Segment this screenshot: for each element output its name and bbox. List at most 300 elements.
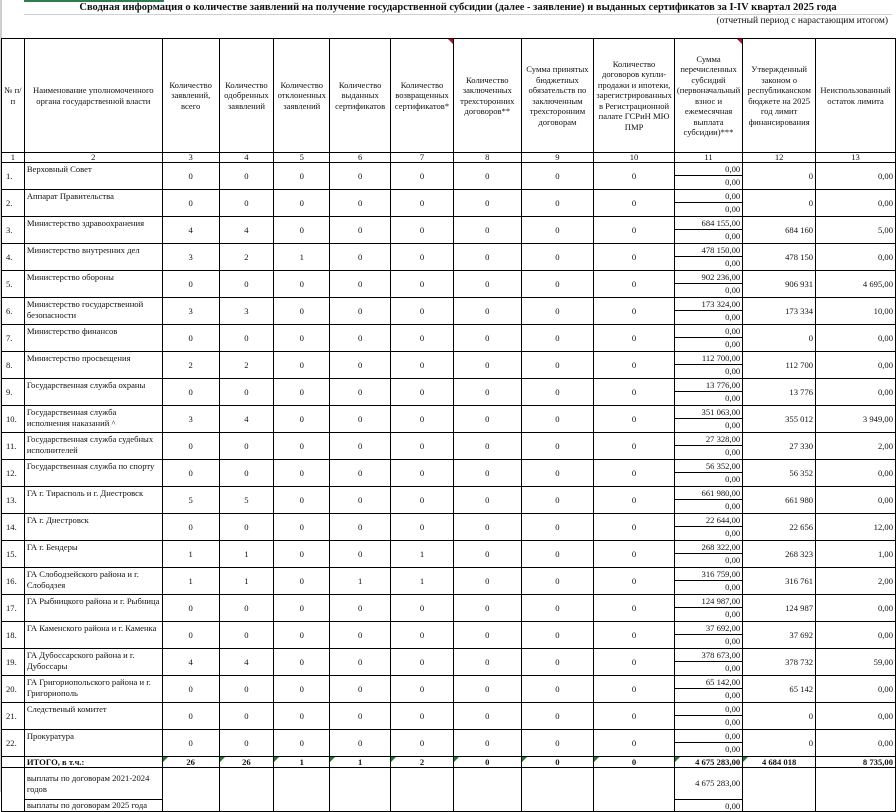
cell-c8[interactable]: 0	[453, 244, 521, 271]
row-number-cell[interactable]: 18.	[2, 622, 25, 649]
cell-c6[interactable]: 0	[330, 325, 391, 352]
breakdown-c11-2025[interactable]: 0,00	[674, 800, 742, 812]
row-number-cell[interactable]: 1.	[2, 163, 25, 190]
cell-c12[interactable]: 316 761	[743, 568, 816, 595]
cell-c6[interactable]: 0	[330, 217, 391, 244]
col-header-7[interactable]	[391, 39, 454, 153]
cell-c7[interactable]: 0	[391, 325, 454, 352]
row-number-cell[interactable]: 21.	[2, 703, 25, 730]
col-num-5[interactable]: 5	[274, 153, 330, 163]
row-number-cell[interactable]: 14.	[2, 514, 25, 541]
cell-c5[interactable]: 0	[274, 514, 330, 541]
cell-c12[interactable]: 112 700	[743, 352, 816, 379]
cell-c9[interactable]: 0	[521, 352, 594, 379]
cell-c7[interactable]: 0	[391, 676, 454, 703]
cell-c11[interactable]	[674, 622, 742, 649]
authority-name-cell[interactable]: ГА Каменского района и г. Каменка	[24, 622, 162, 649]
row-number-cell[interactable]: 10.	[2, 406, 25, 433]
cell-c12[interactable]: 56 352	[743, 460, 816, 487]
cell-c6[interactable]: 0	[330, 595, 391, 622]
cell-c13[interactable]: 0,00	[816, 379, 896, 406]
breakdown-c4[interactable]	[219, 768, 274, 812]
cell-c6[interactable]: 0	[330, 406, 391, 433]
cell-c11[interactable]	[674, 298, 742, 325]
cell-c8[interactable]: 0	[453, 163, 521, 190]
total-c6[interactable]: 1	[330, 757, 391, 768]
cell-c13[interactable]: 0,00	[816, 325, 896, 352]
cell-c8[interactable]: 0	[453, 568, 521, 595]
cell-c8[interactable]: 0	[453, 325, 521, 352]
cell-c13[interactable]: 2,00	[816, 433, 896, 460]
cell-c4[interactable]: 0	[219, 703, 274, 730]
cell-c11[interactable]	[674, 406, 742, 433]
cell-c4[interactable]: 0	[219, 163, 274, 190]
cell-c6[interactable]: 1	[330, 568, 391, 595]
breakdown-c5[interactable]	[274, 768, 330, 812]
cell-c11[interactable]	[674, 190, 742, 217]
cell-c7[interactable]: 0	[391, 730, 454, 757]
cell-c5[interactable]: 0	[274, 595, 330, 622]
authority-name-cell[interactable]: ГА Григориопольского района и г. Григориополь	[24, 676, 162, 703]
cell-c11[interactable]	[674, 163, 742, 190]
cell-c5[interactable]: 0	[274, 676, 330, 703]
cell-c7[interactable]: 0	[391, 352, 454, 379]
cell-c10[interactable]: 0	[594, 325, 675, 352]
cell-c6[interactable]: 0	[330, 487, 391, 514]
breakdown-c7[interactable]	[391, 768, 454, 812]
cell-c5[interactable]: 0	[274, 406, 330, 433]
cell-c3[interactable]: 0	[162, 622, 219, 649]
total-c9[interactable]: 0	[521, 757, 594, 768]
cell-c12[interactable]: 378 732	[743, 649, 816, 676]
authority-name-cell[interactable]: Аппарат Правительства	[24, 190, 162, 217]
cell-c10[interactable]: 0	[594, 568, 675, 595]
authority-name-cell[interactable]: Министерство внутренних дел	[24, 244, 162, 271]
authority-name-cell[interactable]: ГА Слободзейского района и г. Слободзея	[24, 568, 162, 595]
cell-c13[interactable]: 0,00	[816, 352, 896, 379]
cell-c4[interactable]: 0	[219, 730, 274, 757]
cell-c11[interactable]	[674, 460, 742, 487]
total-c12[interactable]: 4 684 018	[743, 757, 816, 768]
authority-name-cell[interactable]: Министерство финансов	[24, 325, 162, 352]
col-num-6[interactable]: 6	[330, 153, 391, 163]
total-c8[interactable]: 0	[453, 757, 521, 768]
cell-c3[interactable]: 4	[162, 217, 219, 244]
authority-name-cell[interactable]: Министерство просвещения	[24, 352, 162, 379]
cell-c11[interactable]	[674, 244, 742, 271]
breakdown-label-2021-2024[interactable]: выплаты по договорам 2021-2024 годов	[24, 768, 162, 800]
total-idx-cell[interactable]	[2, 757, 25, 768]
row-number-cell[interactable]: 4.	[2, 244, 25, 271]
cell-c7[interactable]: 0	[391, 271, 454, 298]
cell-c7[interactable]: 1	[391, 568, 454, 595]
cell-c13[interactable]: 0,00	[816, 703, 896, 730]
cell-c12[interactable]: 0	[743, 703, 816, 730]
cell-c9[interactable]: 0	[521, 595, 594, 622]
cell-c13[interactable]: 0,00	[816, 595, 896, 622]
cell-c10[interactable]: 0	[594, 730, 675, 757]
col-header-9[interactable]: Сумма принятых бюджетных обязательств по заключенным трехсторонним договорам	[521, 39, 594, 153]
authority-name-cell[interactable]: Верховный Совет	[24, 163, 162, 190]
cell-c11[interactable]	[674, 595, 742, 622]
cell-c11[interactable]	[674, 676, 742, 703]
cell-c5[interactable]: 0	[274, 163, 330, 190]
cell-c8[interactable]: 0	[453, 595, 521, 622]
breakdown-c13[interactable]	[816, 768, 896, 812]
cell-c12[interactable]: 0	[743, 190, 816, 217]
row-number-cell[interactable]: 15.	[2, 541, 25, 568]
cell-c6[interactable]: 0	[330, 514, 391, 541]
cell-c13[interactable]: 10,00	[816, 298, 896, 325]
cell-c3[interactable]: 3	[162, 406, 219, 433]
col-num-8[interactable]: 8	[453, 153, 521, 163]
breakdown-c10[interactable]	[594, 768, 675, 812]
cell-c8[interactable]: 0	[453, 649, 521, 676]
cell-c13[interactable]: 0,00	[816, 730, 896, 757]
cell-c11[interactable]	[674, 514, 742, 541]
row-number-cell[interactable]: 19.	[2, 649, 25, 676]
cell-c8[interactable]: 0	[453, 730, 521, 757]
authority-name-cell[interactable]: Государственная служба судебных исполнителей	[24, 433, 162, 460]
cell-c10[interactable]: 0	[594, 460, 675, 487]
cell-c11[interactable]	[674, 703, 742, 730]
cell-c7[interactable]: 0	[391, 514, 454, 541]
cell-c4[interactable]: 1	[219, 568, 274, 595]
cell-c8[interactable]: 0	[453, 190, 521, 217]
cell-c7[interactable]: 1	[391, 541, 454, 568]
cell-c6[interactable]: 0	[330, 676, 391, 703]
total-c10[interactable]: 0	[594, 757, 675, 768]
cell-c5[interactable]: 0	[274, 703, 330, 730]
cell-c5[interactable]: 0	[274, 325, 330, 352]
cell-c3[interactable]: 0	[162, 325, 219, 352]
cell-c12[interactable]: 478 150	[743, 244, 816, 271]
cell-c4[interactable]: 0	[219, 433, 274, 460]
cell-c9[interactable]: 0	[521, 244, 594, 271]
cell-c9[interactable]: 0	[521, 325, 594, 352]
cell-c8[interactable]: 0	[453, 460, 521, 487]
col-num-7[interactable]: 7	[391, 153, 454, 163]
cell-c3[interactable]: 1	[162, 541, 219, 568]
cell-c9[interactable]: 0	[521, 703, 594, 730]
authority-name-cell[interactable]: Министерство обороны	[24, 271, 162, 298]
cell-c3[interactable]: 0	[162, 271, 219, 298]
cell-c3[interactable]: 3	[162, 244, 219, 271]
cell-c10[interactable]: 0	[594, 352, 675, 379]
col-num-13[interactable]: 13	[816, 153, 896, 163]
cell-c5[interactable]: 0	[274, 379, 330, 406]
total-c3[interactable]: 26	[162, 757, 219, 768]
authority-name-cell[interactable]: ГА г. Бендеры	[24, 541, 162, 568]
col-header-3[interactable]: Количество заявлений, всего	[162, 39, 219, 153]
cell-c10[interactable]: 0	[594, 433, 675, 460]
cell-c9[interactable]: 0	[521, 298, 594, 325]
cell-c4[interactable]: 0	[219, 595, 274, 622]
row-number-cell[interactable]: 3.	[2, 217, 25, 244]
cell-c11[interactable]	[674, 271, 742, 298]
cell-c13[interactable]: 5,00	[816, 217, 896, 244]
cell-c13[interactable]: 0,00	[816, 163, 896, 190]
cell-c4[interactable]: 0	[219, 271, 274, 298]
cell-c10[interactable]: 0	[594, 190, 675, 217]
cell-c7[interactable]: 0	[391, 298, 454, 325]
cell-c12[interactable]: 27 330	[743, 433, 816, 460]
cell-c9[interactable]: 0	[521, 217, 594, 244]
cell-c9[interactable]: 0	[521, 406, 594, 433]
col-header-11[interactable]	[674, 39, 742, 153]
cell-c4[interactable]: 3	[219, 298, 274, 325]
cell-c7[interactable]: 0	[391, 244, 454, 271]
cell-c13[interactable]: 12,00	[816, 514, 896, 541]
cell-c11[interactable]	[674, 217, 742, 244]
cell-c13[interactable]: 0,00	[816, 622, 896, 649]
cell-c7[interactable]: 0	[391, 649, 454, 676]
cell-c7[interactable]: 0	[391, 460, 454, 487]
total-c5[interactable]: 1	[274, 757, 330, 768]
cell-c6[interactable]: 0	[330, 730, 391, 757]
cell-c8[interactable]: 0	[453, 352, 521, 379]
row-number-cell[interactable]: 8.	[2, 352, 25, 379]
cell-c3[interactable]: 0	[162, 460, 219, 487]
cell-c4[interactable]: 0	[219, 460, 274, 487]
cell-c9[interactable]: 0	[521, 379, 594, 406]
cell-c8[interactable]: 0	[453, 514, 521, 541]
cell-c13[interactable]: 0,00	[816, 244, 896, 271]
cell-c10[interactable]: 0	[594, 649, 675, 676]
total-c13[interactable]: 8 735,00	[816, 757, 896, 768]
cell-c9[interactable]: 0	[521, 163, 594, 190]
cell-c3[interactable]: 3	[162, 298, 219, 325]
cell-c6[interactable]: 0	[330, 298, 391, 325]
cell-c10[interactable]: 0	[594, 406, 675, 433]
cell-c11[interactable]	[674, 325, 742, 352]
cell-c13[interactable]: 59,00	[816, 649, 896, 676]
cell-c3[interactable]: 0	[162, 379, 219, 406]
cell-c10[interactable]: 0	[594, 514, 675, 541]
cell-c12[interactable]: 0	[743, 730, 816, 757]
cell-c8[interactable]: 0	[453, 541, 521, 568]
authority-name-cell[interactable]: Государственная служба исполнения наказаний ^	[24, 406, 162, 433]
cell-c4[interactable]: 4	[219, 406, 274, 433]
authority-name-cell[interactable]: ГА Дубоссарского района и г. Дубоссары	[24, 649, 162, 676]
cell-c3[interactable]: 2	[162, 352, 219, 379]
cell-c9[interactable]: 0	[521, 649, 594, 676]
cell-c4[interactable]: 4	[219, 217, 274, 244]
cell-c13[interactable]: 0,00	[816, 190, 896, 217]
col-num-12[interactable]: 12	[743, 153, 816, 163]
col-header-10[interactable]: Количество договоров купли-продажи и ипотеки, зарегистрированных в Регистрационной палате ГСРиН МЮ ПМР	[594, 39, 675, 153]
cell-c11[interactable]	[674, 649, 742, 676]
cell-c10[interactable]: 0	[594, 244, 675, 271]
cell-c3[interactable]: 1	[162, 568, 219, 595]
cell-c6[interactable]: 0	[330, 703, 391, 730]
cell-c12[interactable]: 684 160	[743, 217, 816, 244]
cell-c8[interactable]: 0	[453, 406, 521, 433]
row-number-cell[interactable]: 11.	[2, 433, 25, 460]
cell-c10[interactable]: 0	[594, 487, 675, 514]
cell-c7[interactable]: 0	[391, 487, 454, 514]
cell-c9[interactable]: 0	[521, 568, 594, 595]
cell-c3[interactable]: 0	[162, 595, 219, 622]
col-num-9[interactable]: 9	[521, 153, 594, 163]
row-number-cell[interactable]: 16.	[2, 568, 25, 595]
cell-c10[interactable]: 0	[594, 541, 675, 568]
cell-c4[interactable]: 5	[219, 487, 274, 514]
cell-c8[interactable]: 0	[453, 379, 521, 406]
col-header-12[interactable]: Утвержденный законом о республиканском бюджете на 2025 год лимит финансирования	[743, 39, 816, 153]
cell-c5[interactable]: 0	[274, 433, 330, 460]
cell-c10[interactable]: 0	[594, 379, 675, 406]
cell-c3[interactable]: 0	[162, 190, 219, 217]
cell-c3[interactable]: 0	[162, 163, 219, 190]
cell-c12[interactable]: 37 692	[743, 622, 816, 649]
col-header-5[interactable]: Количество отклоненных заявлений	[274, 39, 330, 153]
authority-name-cell[interactable]: Прокуратура	[24, 730, 162, 757]
row-number-cell[interactable]: 22.	[2, 730, 25, 757]
cell-c12[interactable]: 268 323	[743, 541, 816, 568]
cell-c4[interactable]: 0	[219, 379, 274, 406]
row-number-cell[interactable]: 7.	[2, 325, 25, 352]
col-num-2[interactable]: 2	[24, 153, 162, 163]
cell-c13[interactable]: 0,00	[816, 487, 896, 514]
cell-c9[interactable]: 0	[521, 271, 594, 298]
cell-c6[interactable]: 0	[330, 460, 391, 487]
col-header-6[interactable]: Количество выданных сертификатов	[330, 39, 391, 153]
cell-c6[interactable]: 0	[330, 271, 391, 298]
col-header-1[interactable]: № п/п	[2, 39, 25, 153]
cell-c12[interactable]: 355 012	[743, 406, 816, 433]
cell-c6[interactable]: 0	[330, 352, 391, 379]
cell-c7[interactable]: 0	[391, 163, 454, 190]
cell-c12[interactable]: 0	[743, 325, 816, 352]
cell-c3[interactable]: 0	[162, 676, 219, 703]
cell-c3[interactable]: 0	[162, 433, 219, 460]
cell-c7[interactable]: 0	[391, 406, 454, 433]
cell-c7[interactable]: 0	[391, 190, 454, 217]
cell-c13[interactable]: 1,00	[816, 541, 896, 568]
total-c4[interactable]: 26	[219, 757, 274, 768]
row-number-cell[interactable]: 9.	[2, 379, 25, 406]
cell-c12[interactable]: 661 980	[743, 487, 816, 514]
breakdown-c8[interactable]	[453, 768, 521, 812]
breakdown-label-2025[interactable]: выплаты по договорам 2025 года	[24, 800, 162, 812]
cell-c5[interactable]: 0	[274, 352, 330, 379]
comment-marker-icon[interactable]	[448, 39, 453, 44]
cell-c12[interactable]: 13 776	[743, 379, 816, 406]
cell-c13[interactable]: 3 949,00	[816, 406, 896, 433]
authority-name-cell[interactable]: Следственый комитет	[24, 703, 162, 730]
cell-c6[interactable]: 0	[330, 541, 391, 568]
cell-c8[interactable]: 0	[453, 487, 521, 514]
breakdown-c6[interactable]	[330, 768, 391, 812]
cell-c10[interactable]: 0	[594, 622, 675, 649]
cell-c4[interactable]: 0	[219, 325, 274, 352]
cell-c6[interactable]: 0	[330, 163, 391, 190]
cell-c5[interactable]: 0	[274, 568, 330, 595]
cell-c9[interactable]: 0	[521, 433, 594, 460]
authority-name-cell[interactable]: Государственная служба охраны	[24, 379, 162, 406]
cell-c8[interactable]: 0	[453, 622, 521, 649]
cell-c12[interactable]: 906 931	[743, 271, 816, 298]
cell-c10[interactable]: 0	[594, 217, 675, 244]
cell-c13[interactable]: 0,00	[816, 676, 896, 703]
cell-c3[interactable]: 5	[162, 487, 219, 514]
cell-c7[interactable]: 0	[391, 217, 454, 244]
col-header-8[interactable]: Количество заключенных трехсторонних договоров**	[453, 39, 521, 153]
cell-c10[interactable]: 0	[594, 676, 675, 703]
row-number-cell[interactable]: 17.	[2, 595, 25, 622]
cell-c5[interactable]: 0	[274, 271, 330, 298]
cell-c9[interactable]: 0	[521, 514, 594, 541]
cell-c6[interactable]: 0	[330, 190, 391, 217]
col-header-13[interactable]: Неиспользованный остаток лимита	[816, 39, 896, 153]
cell-c5[interactable]: 0	[274, 622, 330, 649]
cell-c13[interactable]: 0,00	[816, 460, 896, 487]
authority-name-cell[interactable]: Государственная служба по спорту	[24, 460, 162, 487]
cell-c5[interactable]: 0	[274, 487, 330, 514]
cell-c4[interactable]: 0	[219, 514, 274, 541]
authority-name-cell[interactable]: Министерство государственной безопасности	[24, 298, 162, 325]
cell-c13[interactable]: 2,00	[816, 568, 896, 595]
cell-c11[interactable]	[674, 352, 742, 379]
cell-c11[interactable]	[674, 730, 742, 757]
row-number-cell[interactable]: 6.	[2, 298, 25, 325]
row-number-cell[interactable]: 5.	[2, 271, 25, 298]
row-number-cell[interactable]: 12.	[2, 460, 25, 487]
cell-c5[interactable]: 0	[274, 460, 330, 487]
cell-c13[interactable]: 4 695,00	[816, 271, 896, 298]
cell-c10[interactable]: 0	[594, 595, 675, 622]
total-label[interactable]: ИТОГО, в т.ч.:	[24, 757, 162, 768]
cell-c10[interactable]: 0	[594, 298, 675, 325]
cell-c8[interactable]: 0	[453, 676, 521, 703]
cell-c4[interactable]: 1	[219, 541, 274, 568]
cell-c11[interactable]	[674, 541, 742, 568]
cell-c5[interactable]: 0	[274, 541, 330, 568]
cell-c7[interactable]: 0	[391, 622, 454, 649]
comment-marker-icon[interactable]	[737, 39, 742, 44]
cell-c10[interactable]: 0	[594, 163, 675, 190]
cell-c11[interactable]	[674, 433, 742, 460]
cell-c3[interactable]: 0	[162, 703, 219, 730]
breakdown-idx-cell[interactable]	[2, 768, 25, 812]
col-num-1[interactable]: 1	[2, 153, 25, 163]
cell-c8[interactable]: 0	[453, 703, 521, 730]
cell-c5[interactable]: 0	[274, 217, 330, 244]
authority-name-cell[interactable]: ГА г. Тирасполь и г. Днестровск	[24, 487, 162, 514]
col-num-3[interactable]: 3	[162, 153, 219, 163]
authority-name-cell[interactable]: ГА Рыбницкого района и г. Рыбница	[24, 595, 162, 622]
cell-c3[interactable]: 0	[162, 514, 219, 541]
cell-c5[interactable]: 0	[274, 730, 330, 757]
cell-c6[interactable]: 0	[330, 622, 391, 649]
breakdown-c9[interactable]	[521, 768, 594, 812]
cell-c12[interactable]: 22 656	[743, 514, 816, 541]
cell-c3[interactable]: 0	[162, 730, 219, 757]
cell-c8[interactable]: 0	[453, 433, 521, 460]
col-num-10[interactable]: 10	[594, 153, 675, 163]
col-num-4[interactable]: 4	[219, 153, 274, 163]
cell-c12[interactable]: 0	[743, 163, 816, 190]
cell-c4[interactable]: 0	[219, 190, 274, 217]
col-header-2[interactable]: Наименование уполномоченного органа государственной власти	[24, 39, 162, 153]
row-number-cell[interactable]: 2.	[2, 190, 25, 217]
cell-c12[interactable]: 65 142	[743, 676, 816, 703]
cell-c7[interactable]: 0	[391, 703, 454, 730]
cell-c8[interactable]: 0	[453, 271, 521, 298]
total-c7[interactable]: 2	[391, 757, 454, 768]
cell-c4[interactable]: 2	[219, 244, 274, 271]
